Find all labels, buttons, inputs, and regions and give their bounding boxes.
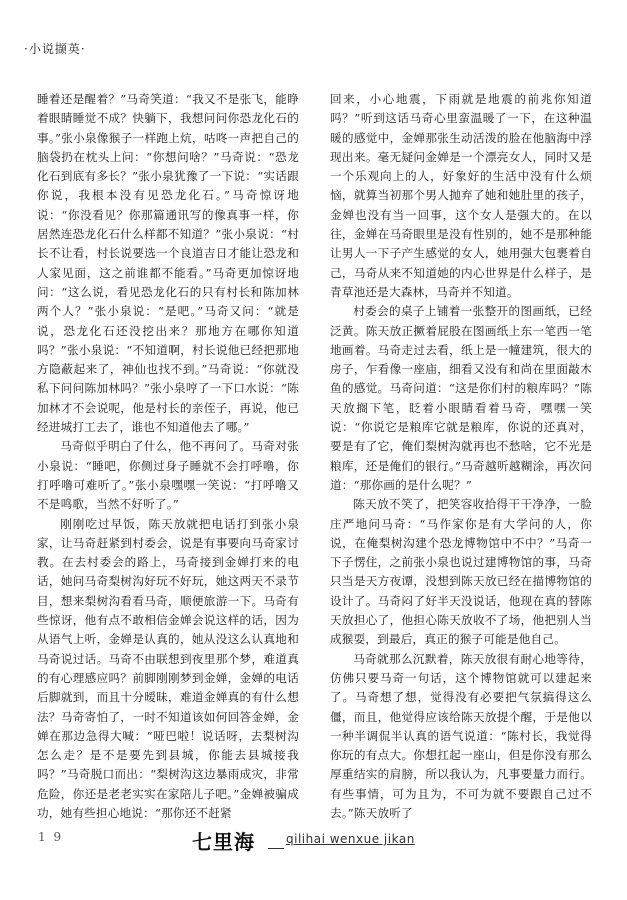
left-column: [37, 90, 299, 823]
page-footer: [0, 826, 627, 856]
paragraph: 陈天放不笑了，把笑容收拾得干干净净，一脸庄严地问马奇：“马作家你是有大学问的人，你说，在俺梨树沟建个恐龙博物馆中不中？”马奇一下子愣住，之前张小泉也说过建博物馆的事，马奇只当是天方夜谭，没想到陈天放已经在描博物馆的设计了。马奇闷了好半天没说话，他现在真的替陈天放担心了，他担心陈天放收不了场，他把别人当成猴耍，到最后，真正的猴子可能是他自己。: [330, 497, 592, 647]
paragraph: 村委会的桌子上铺着一张整开的图画纸，已经泛黄。陈天放正撅着屁股在图画纸上东一笔西一笔地画着。马奇走过去看，纸上是一幢建筑，很大的房子，乍看像一座庙，细看又没有和尚在里面敲木鱼的感觉。马奇问道：“这是你们村的粮库吗？”陈天放搁下笔，眨着小眼睛看着马奇，嘿嘿一笑说：“你说它是粮库它就是粮库，你说的还真对，要是有了它，俺们梨树沟就再也不愁啥，它不光是粮库，还是俺们的银行。”马奇越听越糊涂，再次问道：“那你画的是什么呢？”: [330, 304, 592, 492]
page-number: 1 9: [38, 830, 64, 844]
paragraph: 刚刚吃过早饭，陈天放就把电话打到张小泉家，让马奇赶紧到村委会，说是有事要向马奇家讨教。在去村委会的路上，马奇接到金婵打来的电话，她问马奇梨树沟好玩不好玩，她这两天不录节目，想来梨树沟看看马奇，顺便旅游一下。马奇有些惊讶，他有点不敢相信金婵会说这样的话，因为从语气上听，金婵是认真的，她从没这么认真地和马奇说过话。马奇不由联想到夜里那个梦，难道真的有心理感应吗？前脚刚刚梦到金婵，金婵的电话后脚就到，而且十分暧昧，难道金婵真的有什么想法？马奇寄怕了，一时不知道该如何回答金婵，金婵在那边急得大喊：“哑巴啦！说话呀，去梨树沟怎么走？是不是要先到县城，你能去县城接我吗？”马奇脱口而出：“梨树沟这边暴雨成灾，非常危险，你还是老老实实在家陪儿子吧。”金婵被骗成功，她有些担心地说：“那你还不赶紧: [37, 516, 299, 820]
paragraph: 睡着还是醒着？”马奇笑道：“我又不是张飞，能睁着眼睛睡觉不成？快躺下，我想问问你恐龙化石的事。”张小泉像猴子一样跑上炕，咕咚一声把自己的脑袋扔在枕头上问：“你想问啥？”马奇说：“恐龙化石到底有多长？”张小泉犹豫了一下说：“实话跟你说，我根本没有见恐龙化石。”马奇惊讶地说：“你没看见？你那篇通讯写的像真事一样，你居然连恐龙化石什么样都不知道？”张小泉说：“村长不让看，村长说要选一个良道吉日才能让恐龙和人家见面，这之前谁都不能看。”马奇更加惊讶地问：“这么说，看见恐龙化石的只有村长和陈加林两个人？”张小泉说：“是吧。”马奇又问：“就是说，恐龙化石还没挖出来？那地方在哪你知道吗？”张小泉说：“不知道啊，村长说他已经把那地方隐蔽起来了，神仙也找不到。”马奇说：“你就没私下问问陈加林吗？”张小泉哼了一下口水说：“陈加林才不会说呢，他是村长的亲侄子，再说，他已经进城打工去了，谁也不知道他去了哪。”: [37, 92, 299, 435]
paragraph: 马奇似乎明白了什么，他不再问了。马奇对张小泉说：“睡吧，你侧过身子睡就不会打呼噜，你打呼噜可难听了。”张小泉嘿嘿一笑说：“打呼噜又不是鸣歌，当然不好听了。”: [37, 439, 299, 512]
journal-name-pinyin: qilihai wenxue jikan: [286, 832, 415, 846]
journal-name-cn: 七里海: [192, 830, 255, 854]
right-column: [330, 90, 592, 823]
paragraph: 马奇就那么沉默着，陈天放很有耐心地等待，仿佛只要马奇一句话，这个博物馆就可以建起来了。马奇想了想，觉得没有必要把气氛搞得这么僵，而且，他觉得应该给陈天放提个醒，于是他以一种半调侃半认真的语气说道：“陈村长，我觉得你玩的有点大。你想扛起一座山，但是你没有那么厚重结实的肩膀，所以我认为，凡事要量力而行。有些事情，可为且为，不可为就不要跟自己过不去。”陈天放听了: [330, 651, 592, 820]
section-label: ·小说撷英·: [24, 42, 86, 56]
paragraph: 回来，小心地震，下雨就是地震的前兆你知道吗？”听到这话马奇心里蛮温暖了一下，在这种温暖的感觉中，金婵那张生动活泼的脸在他脑海中浮现出来。毫无疑问金婵是一个漂亮女人，同时又是一个乐观向上的人，好象好的生活中没有什么烦恼，就算当初那个男人抛弃了她和她肚里的孩子，金婵也没有当一回事，这个女人是强大的。在以往，金婵在马奇眼里是没有性别的，她不是那种能让男人一下子产生感觉的女人，她用强大包裹着自己，马奇从来不知道她的内心世界是什么样子，是青草池还是大森林，马奇并不知道。: [330, 92, 592, 299]
journal-divider: [268, 848, 284, 849]
